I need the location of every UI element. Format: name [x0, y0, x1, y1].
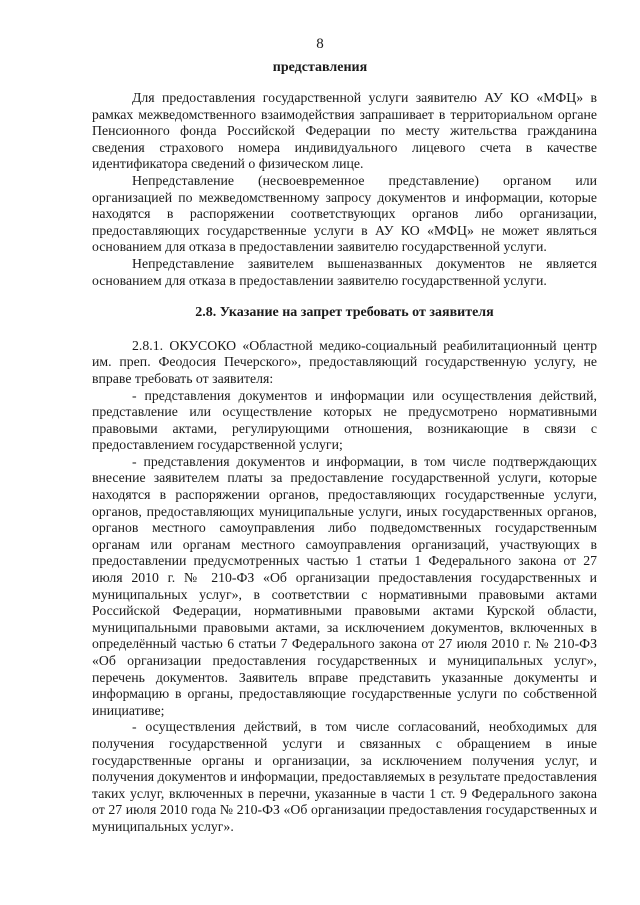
page-number: 8: [316, 36, 324, 52]
section-heading: 2.8. Указание на запрет требовать от заявителя: [195, 305, 494, 321]
continued-word: представления: [272, 60, 368, 75]
paragraph-nonsubmission-by-agency: Непредставление (несвоевременное представление) органом или организацией по межведомственному запросу документов и информации, которые находятся в распоряжении соответствующих органов либо организации, предоставляющих государственные услуги в АУ КО «МФЦ» не может являться основанием для отказа в предоставлении заявителю государственной услуги.: [92, 172, 597, 255]
list-item-documents-held-by-agencies: - представления документов и информации, в том числе подтверждающих внесение заявителем платы за предоставление государственной услуги, которые находятся в распоряжении органов, предоставляющих государственные услуги, органов, предоставляющих муниципальные услуги, иных государственных органов, органов местного самоуправления либо подведомственных государственным органам или органам местного самоуправления организаций, участвующих в предоставлении предусмотренных частью 1 статьи 1 Федерального закона от 27 июля 2010 г. № 210-ФЗ «Об организации предоставления государственных и муниципальных услуг», в соответствии с нормативными правовыми актами Российской Федерации, нормативными правовыми актами Курской области, муниципальными правовыми актами, за исключением документов, включенных в определённый частью 6 статьи 7 Федерального закона от 27 июля 2010 г. № 210-ФЗ «Об организации предоставления государственных и муниципальных услуг», перечень документов. Заявитель вправе представить указанные документы и информацию в органы, предоставляющие государственные услуги по собственной инициативе;: [92, 453, 597, 718]
paragraph-nonsubmission-by-applicant: Непредставление заявителем вышеназванных документов не является основанием для отказа в предоставлении заявителю государственной услуги.: [92, 255, 597, 288]
section-intro: 2.8.1. ОКУСОКО «Областной медико-социальный реабилитационный центр им. преп. Феодосия Печерского», предоставляющий государственную услугу, не вправе требовать от заявителя:: [92, 337, 597, 386]
paragraph-mfc-request: Для предоставления государственной услуги заявителю АУ КО «МФЦ» в рамках межведомственного взаимодействия запрашивает в территориальном органе Пенсионного фонда Российской Федерации по месту жительства гражданина сведения страхового номера индивидуального лицевого счета в качестве идентификатора сведений о физическом лице.: [92, 90, 597, 172]
list-item-actions-not-required: - осуществления действий, в том числе согласований, необходимых для получения государственной услуги и связанных с обращением в иные государственные органы и организации, за исключением получения услуг, и получения документов и информации, предоставляемых в результате предоставления таких услуг, включенных в перечни, указанные в части 1 ст. 9 Федерального закона от 27 июля 2010 года № 210-ФЗ «Об организации предоставления государственных и муниципальных услуг».: [92, 719, 597, 834]
list-item-documents-not-required: - представления документов и информации или осуществления действий, представление или осуществление которых не предусмотрено нормативными правовыми актами, регулирующими отношения, возникающие в связи с предоставлением государственной услуги;: [92, 387, 597, 453]
document-body: [92, 90, 597, 836]
